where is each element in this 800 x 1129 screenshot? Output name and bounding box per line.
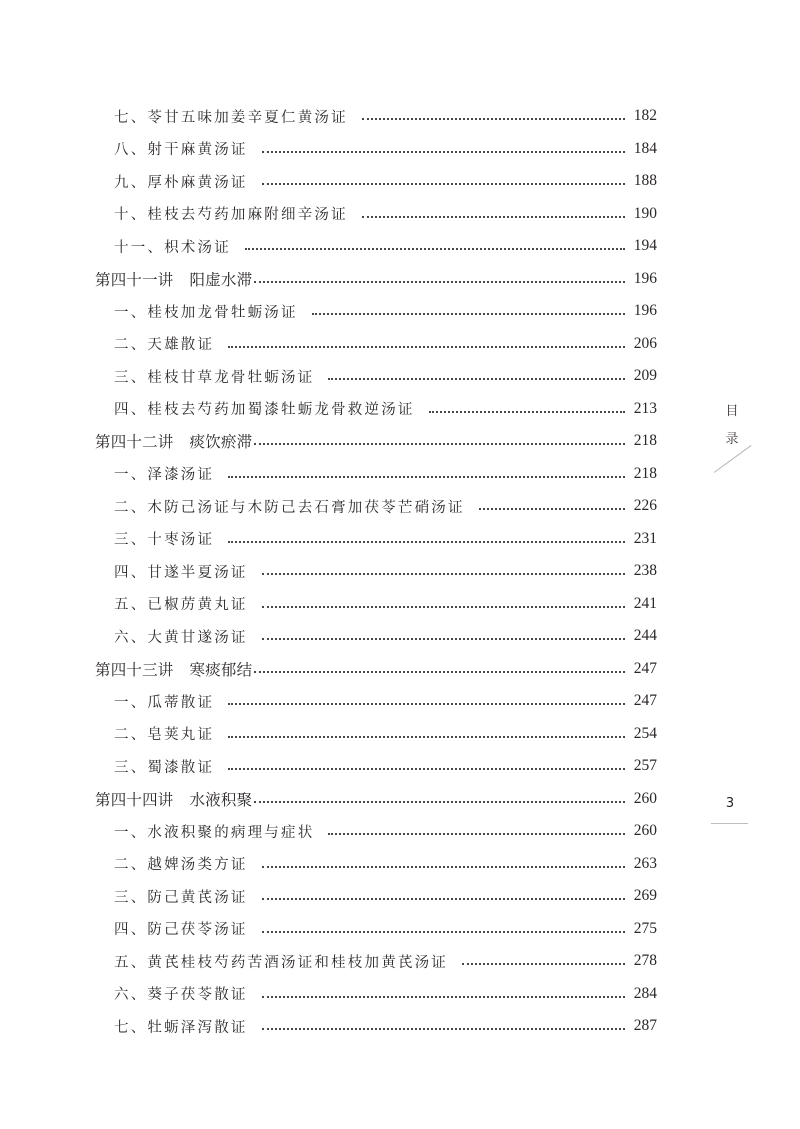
dot-leader [228,754,625,770]
toc-section-entry[interactable] [95,913,657,946]
page-reference: 188 [633,172,657,190]
toc-section-entry[interactable] [95,295,657,328]
page-reference: 218 [633,464,657,482]
toc-section-entry[interactable] [95,880,657,913]
section-title: 二、木防己汤证与木防己去石膏加茯苓芒硝汤证 [114,499,465,516]
section-title: 三、蜀漆散证 [114,759,215,776]
page-reference: 184 [633,139,657,157]
toc-section-entry[interactable] [95,230,657,263]
dot-leader [254,657,625,673]
page-reference: 209 [633,367,657,385]
section-title: 六、葵子茯苓散证 [114,987,248,1004]
page-reference: 241 [633,594,657,612]
dot-leader [262,982,625,998]
section-title: 九、厚朴麻黄汤证 [114,174,248,191]
page-reference: 260 [633,822,657,840]
page-reference: 206 [633,334,657,352]
dot-leader [328,364,625,380]
dot-leader [262,917,625,933]
section-title: 十一、枳术汤证 [114,239,231,256]
toc-section-entry[interactable] [95,165,657,198]
dot-leader [262,137,625,153]
toc-chapter-entry[interactable] [95,653,657,686]
dot-leader [228,689,625,705]
chapter-number: 第四十二讲 [95,433,174,452]
page-reference: 244 [633,627,657,645]
section-title: 一、桂枝加龙骨牡蛎汤证 [114,304,298,321]
section-title: 一、水液积聚的病理与症状 [114,824,315,841]
dot-leader [262,884,625,900]
toc-section-entry[interactable] [95,523,657,556]
chapter-number: 第四十四讲 [95,790,174,809]
dot-leader [429,397,625,413]
section-title: 四、防己茯苓汤证 [114,922,248,939]
page-reference: 278 [633,952,657,970]
section-title: 三、防己黄芪汤证 [114,889,248,906]
section-title: 七、牡蛎泽泻散证 [114,1019,248,1036]
page-reference: 238 [633,562,657,580]
dot-leader [262,169,625,185]
page-reference: 213 [633,399,657,417]
page-reference: 196 [633,302,657,320]
page-reference: 287 [633,1017,657,1035]
section-title: 三、十枣汤证 [114,532,215,549]
toc-section-entry[interactable] [95,393,657,426]
toc-section-entry[interactable] [95,458,657,491]
dot-leader [262,852,625,868]
toc-section-entry[interactable] [95,490,657,523]
dot-leader [228,722,625,738]
section-title: 七、苓甘五味加姜辛夏仁黄汤证 [114,109,348,126]
table-of-contents [95,100,657,1043]
dot-leader [254,787,625,803]
section-title: 六、大黄甘遂汤证 [114,629,248,646]
chapter-number: 第四十三讲 [95,660,174,679]
toc-section-entry[interactable] [95,360,657,393]
page-reference: 182 [633,107,657,125]
toc-section-entry[interactable] [95,718,657,751]
dot-leader [228,332,625,348]
dot-leader [328,819,625,835]
toc-section-entry[interactable] [95,1010,657,1043]
dot-leader [362,104,625,120]
page-reference: 247 [633,692,657,710]
toc-section-entry[interactable] [95,848,657,881]
dot-leader [479,494,625,510]
dot-leader [362,202,625,218]
toc-section-entry[interactable] [95,555,657,588]
page-number-rule [711,823,748,824]
chapter-title: 痰饮瘀滞 [189,433,253,452]
page-reference: 218 [633,432,657,450]
section-title: 四、甘遂半夏汤证 [114,564,248,581]
section-title: 二、越婢汤类方证 [114,857,248,874]
section-title: 十、桂枝去芍药加麻附细辛汤证 [114,207,348,224]
dot-leader [228,462,625,478]
section-tab-char-2: 录 [725,432,739,447]
page-reference: 260 [633,789,657,807]
toc-section-entry[interactable] [95,100,657,133]
dot-leader [462,949,625,965]
chapter-number: 第四十一讲 [95,270,174,289]
section-title: 八、射干麻黄汤证 [114,142,248,159]
toc-section-entry[interactable] [95,685,657,718]
page-reference: 257 [633,757,657,775]
toc-section-entry[interactable] [95,945,657,978]
page-reference: 275 [633,919,657,937]
chapter-title: 水液积聚 [189,790,253,809]
chapter-title: 阳虚水滞 [189,270,253,289]
toc-section-entry[interactable] [95,133,657,166]
toc-section-entry[interactable] [95,198,657,231]
dot-leader [262,1014,625,1030]
dot-leader [228,527,625,543]
toc-section-entry[interactable] [95,978,657,1011]
page-reference: 284 [633,984,657,1002]
dot-leader [262,559,625,575]
dot-leader [312,299,625,315]
dot-leader [254,429,625,445]
section-title: 一、瓜蒂散证 [114,694,215,711]
dot-leader [262,592,625,608]
toc-section-entry[interactable] [95,750,657,783]
dot-leader [262,624,625,640]
page-reference: 269 [633,887,657,905]
toc-chapter-entry[interactable] [95,783,657,816]
page-reference: 231 [633,529,657,547]
page-reference: 254 [633,724,657,742]
toc-chapter-entry[interactable] [95,263,657,296]
page-reference: 190 [633,204,657,222]
section-title: 三、桂枝甘草龙骨牡蛎汤证 [114,369,315,386]
section-title: 二、天雄散证 [114,337,215,354]
dot-leader [254,267,625,283]
section-title: 二、皂荚丸证 [114,727,215,744]
page-reference: 196 [633,269,657,287]
page-reference: 226 [633,497,657,515]
section-title: 四、桂枝去芍药加蜀漆牡蛎龙骨救逆汤证 [114,402,415,419]
page-number: 3 [725,796,735,811]
section-title: 五、已椒苈黄丸证 [114,597,248,614]
toc-section-entry[interactable] [95,815,657,848]
section-title: 一、泽漆汤证 [114,467,215,484]
page-reference: 263 [633,854,657,872]
section-title: 五、黄芪桂枝芍药苦酒汤证和桂枝加黄芪汤证 [114,954,448,971]
section-tab-char-1: 目 [725,404,739,419]
toc-section-entry[interactable] [95,328,657,361]
chapter-title: 寒痰郁结 [189,660,253,679]
page-reference: 247 [633,659,657,677]
toc-chapter-entry[interactable] [95,425,657,458]
dot-leader [245,234,625,250]
section-tab-contents [722,398,742,454]
page-reference: 194 [633,237,657,255]
toc-section-entry[interactable] [95,588,657,621]
toc-section-entry[interactable] [95,620,657,653]
